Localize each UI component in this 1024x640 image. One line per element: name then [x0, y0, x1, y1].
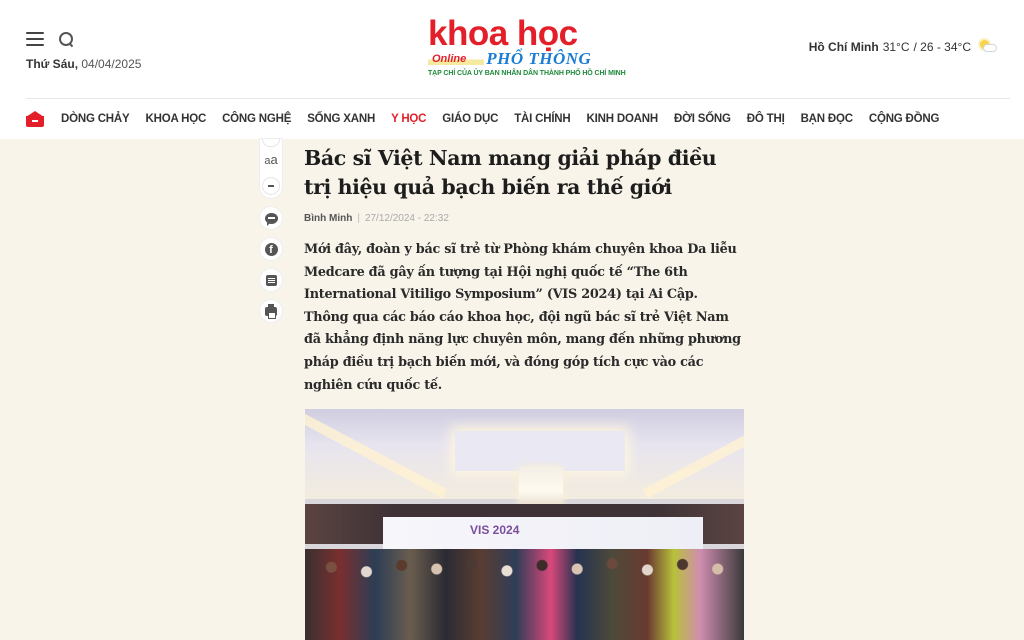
photo-crowd	[305, 549, 744, 640]
current-date	[26, 57, 141, 71]
date-value: 04/04/2025	[81, 57, 142, 71]
logo-online-text: Online	[428, 53, 484, 65]
font-decrease-icon[interactable]	[262, 177, 280, 195]
home-icon[interactable]	[26, 111, 44, 127]
site-logo[interactable]	[428, 14, 626, 80]
weather-temp-range: / 26 - 34°C	[913, 40, 971, 54]
article-list-icon	[266, 275, 277, 286]
photo-banner-text: VIS 2024	[470, 523, 520, 537]
search-icon[interactable]	[58, 31, 74, 47]
article-author[interactable]: Bình Minh	[304, 213, 353, 224]
weather-widget	[809, 40, 998, 54]
nav-item-kinh-doanh[interactable]: KINH DOANH	[586, 113, 659, 125]
nav-item-ban-doc[interactable]: BẠN ĐỌC	[800, 113, 853, 125]
article-list-button[interactable]	[260, 269, 282, 291]
facebook-share-button[interactable]	[260, 238, 282, 260]
nav-item-cong-dong[interactable]: CỘNG ĐỒNG	[868, 113, 940, 125]
logo-subline	[428, 51, 610, 67]
print-icon	[265, 307, 277, 316]
nav-item-cong-nghe[interactable]: CÔNG NGHỆ	[222, 113, 292, 125]
weekday: Thứ Sáu,	[26, 57, 79, 71]
photo-banner	[383, 517, 703, 552]
logo-main-text: khoa học	[428, 14, 578, 53]
partly-cloudy-icon	[978, 40, 998, 54]
article	[304, 144, 744, 397]
chandelier	[519, 467, 563, 507]
hamburger-icon[interactable]	[26, 32, 44, 46]
weather-current-temp: 31°C	[882, 40, 910, 54]
nav-item-khoa-hoc[interactable]: KHOA HỌC	[145, 113, 207, 125]
logo-tagline: TẠP CHÍ CỦA ỦY BAN NHÂN DÂN THÀNH PHỐ HỒ CHÍ MINH	[428, 70, 626, 77]
logo-sub-text: PHỔ THÔNG	[486, 49, 592, 68]
site-header	[0, 0, 1024, 139]
article-meta	[304, 213, 744, 224]
article-published: 27/12/2024 - 22:32	[364, 213, 449, 224]
font-increase-icon[interactable]	[262, 139, 280, 147]
nav-item-y-hoc[interactable]: Y HỌC	[391, 113, 427, 125]
nav-item-dong-chay[interactable]: DÒNG CHẢY	[61, 113, 130, 125]
nav-item-giao-duc[interactable]: GIÁO DỤC	[442, 113, 499, 125]
weather-city: Hồ Chí Minh	[808, 40, 879, 54]
article-sapo: Mới đây, đoàn y bác sĩ trẻ từ Phòng khám chuyên khoa Da liễu Medcare đã gây ấn tượng tại Hội nghị quốc tế “The 6th International Vitiligo Symposium” (VIS 2024) tại Ai Cập. Thông qua các báo cáo khoa học, đội ngũ bác sĩ trẻ Việt Nam đã khẳng định năng lực chuyên môn, mang đến những phương pháp điều trị bạch biến mới, và đóng góp tích cực vào các nghiên cứu quốc tế.	[304, 242, 741, 393]
comment-icon	[265, 213, 278, 224]
article-side-toolbar	[260, 139, 284, 322]
nav-item-tai-chinh[interactable]: TÀI CHÍNH	[514, 113, 571, 125]
meta-separator: |	[357, 213, 360, 224]
facebook-icon: f	[265, 243, 278, 256]
header-icon-group	[26, 30, 141, 48]
font-size-icon[interactable]: aa	[264, 152, 278, 167]
article-title: Bác sĩ Việt Nam mang giải pháp điều trị hiệu quả bạch biến ra thế giới	[304, 146, 717, 199]
comment-button[interactable]	[260, 207, 282, 229]
main-nav	[26, 99, 955, 139]
font-size-controls	[260, 139, 282, 198]
print-button[interactable]	[260, 300, 282, 322]
nav-item-do-thi[interactable]: ĐÔ THỊ	[746, 113, 785, 125]
article-photo[interactable]	[305, 409, 744, 640]
nav-item-doi-song[interactable]: ĐỜI SỐNG	[674, 113, 731, 125]
header-left	[26, 30, 141, 71]
nav-item-song-xanh[interactable]: SỐNG XANH	[307, 113, 376, 125]
